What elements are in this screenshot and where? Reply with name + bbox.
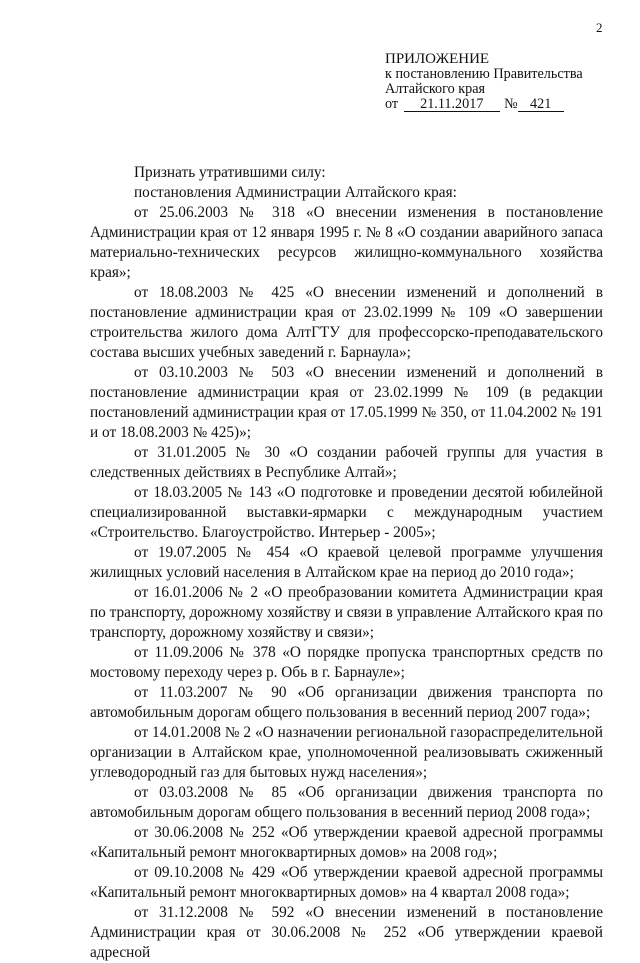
appendix-line-2: к постановлению Правительства [385, 66, 583, 82]
list-item: от 11.03.2007 № 90 «Об организации движения транспорта по автомобильным дорогам общего пользования в весенний период 2007 года»; [90, 684, 603, 721]
document-body [90, 163, 603, 963]
list-item: от 14.01.2008 № 2 «О назначении региональной газораспределительной организации в Алтайском крае, уполномоченной реализовывать сжиженный углеводородный газ для бытовых нужд населения»; [90, 724, 603, 781]
page-number: 2 [596, 20, 603, 35]
intro-line-1: Признать утратившими силу: [134, 164, 326, 181]
list-item: от 11.09.2006 № 378 «О порядке пропуска транспортных средств по мостовому переходу через р. Обь в г. Барнауле»; [90, 644, 603, 681]
list-item: от 03.03.2008 № 85 «Об организации движения транспорта по автомобильным дорогам общего пользования в весенний период 2008 года»; [90, 784, 603, 821]
list-item: от 19.07.2005 № 454 «О краевой целевой программе улучшения жилищных условий населения в Алтайском крае на период до 2010 года»; [90, 544, 603, 581]
resolution-date-line [385, 97, 625, 112]
list-item: от 25.06.2003 № 318 «О внесении изменения в постановление Администрации края от 12 января 1995 г. № 8 «О создании аварийного запаса материально-технических ресурсов жилищно-коммунального хозяйства края»; [90, 204, 603, 281]
from-prefix: от [385, 96, 399, 112]
list-item: от 31.01.2005 № 30 «О создании рабочей группы для участия в следственных действиях в Республике Алтай»; [90, 444, 603, 481]
list-item: от 30.06.2008 № 252 «Об утверждении краевой адресной программы «Капитальный ремонт многоквартирных домов» на 2008 год»; [90, 824, 603, 861]
resolution-number: 421 [518, 97, 564, 112]
list-item: от 16.01.2006 № 2 «О преобразовании комитета Администрации края по транспорту, дорожному хозяйству и связи в управление Алтайского края по транспорту, дорожному хозяйству и связи»; [90, 584, 603, 641]
list-item: от 18.03.2005 № 143 «О подготовке и проведении десятой юбилейной специализированной выставки-ярмарки с международным участием «Строительство. Благоустройство. Интерьер - 2005»; [90, 484, 603, 541]
appendix-line-3: Алтайского края [385, 81, 486, 97]
list-item: от 18.08.2003 № 425 «О внесении изменений и дополнений в постановление администрации края от 23.02.1999 № 109 «О завершении строительства жилого дома АлтГТУ для профессорско-преподавательского состава высших учебных заведений г. Барнаула»; [90, 284, 603, 361]
resolution-date: 21.11.2017 [404, 97, 500, 112]
number-sign: № [504, 96, 518, 112]
list-item: от 09.10.2008 № 429 «Об утверждении краевой адресной программы «Капитальный ремонт многоквартирных домов» на 4 квартал 2008 года»; [90, 864, 603, 901]
list-item: от 31.12.2008 № 592 «О внесении изменений в постановление Администрации края от 30.06.2008 № 252 «Об утверждении краевой адресной [90, 904, 603, 961]
list-item: от 03.10.2003 № 503 «О внесении изменений и дополнений в постановление администрации края от 23.02.1999 № 109 (в редакции постановлений администрации края от 17.05.1999 № 350, от 11.04.2002 № 191 и от 18.08.2003 № 425)»; [90, 364, 603, 441]
appendix-header [385, 52, 625, 112]
appendix-title: ПРИЛОЖЕНИЕ [385, 51, 490, 67]
revoked-list [90, 203, 603, 963]
intro-line-2: постановления Администрации Алтайского края: [134, 184, 457, 201]
